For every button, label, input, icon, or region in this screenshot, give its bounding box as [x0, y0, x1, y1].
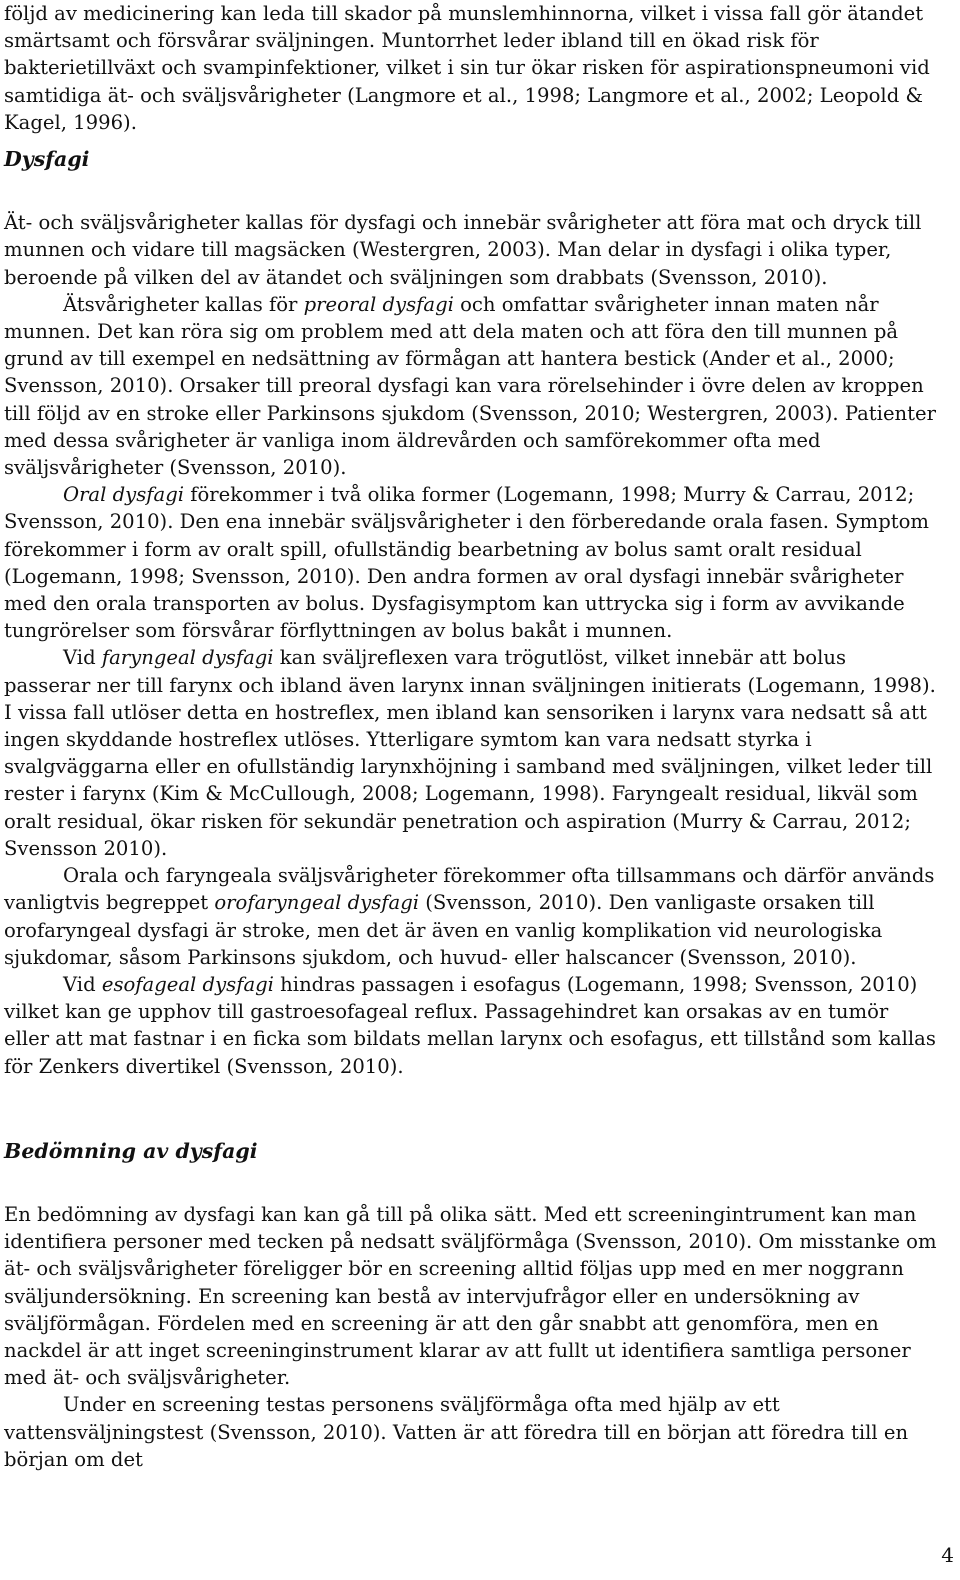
dysfagi-paragraph-4: [4, 644, 938, 862]
dysfagi-p5-pre: Orala och faryngeala sväljsvårigheter förekommer ofta tillsammans och därför används vanligtvis begreppet: [4, 864, 935, 915]
intro-paragraph: följd av medicinering kan leda till skador på munslemhinnorna, vilket i vissa fall gör ätandet smärtsamt och försvårar sväljningen. Muntorrhet leder ibland till en ökad risk för bakterietillväxt och svampinfektioner, vilket i sin tur ökar risken för aspirationspneumoni vid samtidiga ät- och sväljsvårigheter (Langmore et al., 1998; Langmore et al., 2002; Leopold & Kagel, 1996).: [4, 2, 930, 134]
dysfagi-paragraph-1: Ät- och sväljsvårigheter kallas för dysfagi och innebär svårigheter att föra mat och dryck till munnen och vidare till magsäcken (Westergren, 2003). Man delar in dysfagi i olika typer, beroende på vilken del av ätandet och sväljningen som drabbats (Svensson, 2010).: [4, 211, 922, 289]
term-esofageal-dysfagi: esofageal dysfagi: [101, 972, 274, 996]
dysfagi-paragraph-6: [4, 971, 938, 1080]
bedomning-paragraph-1: En bedömning av dysfagi kan kan gå till på olika sätt. Med ett screeningintrument kan man identifiera personer med tecken på nedsatt sväljförmåga (Svensson, 2010). Om misstanke om ät- och sväljsvårigheter föreligger bör en screening alltid följas upp med en mer noggrann sväljundersökning. En screening kan bestå av intervjufrågor eller en undersökning av sväljförmågan. Fördelen med en screening är att den går snabbt att genomföra, men en nackdel är att inget screeninginstrument klarar av att fullt ut identifiera samtliga personer med ät- och sväljsvårigheter.: [4, 1202, 937, 1390]
dysfagi-paragraph-5: [4, 862, 938, 971]
dysfagi-p5-post: (Svensson, 2010). Den vanligaste orsaken till orofaryngeal dysfagi är stroke, men det är även en vanlig komplikation vid neurologiska sjukdomar, såsom Parkinsons sjukdom, och huvud- eller halscancer (Svensson, 2010).: [4, 891, 883, 969]
section-heading-dysfagi: Dysfagi: [4, 147, 90, 172]
term-orofaryngeal-dysfagi: orofaryngeal dysfagi: [214, 891, 420, 915]
term-faryngeal-dysfagi: faryngeal dysfagi: [101, 646, 274, 670]
page-number: 4: [941, 1543, 954, 1567]
dysfagi-p6-pre: Vid: [63, 972, 102, 996]
dysfagi-paragraph-2: [4, 291, 938, 481]
dysfagi-p3-post: förekommer i två olika former (Logemann, 1998; Murry & Carrau, 2012; Svensson, 2010). Den ena innebär sväljsvårigheter i den förberedande orala fasen. Symptom förekommer i form av oralt spill, ofullständig bearbetning av bolus samt oralt residual (Logemann, 1998; Svensson, 2010). Den andra formen av oral dysfagi innebär svårigheter med den orala transporten av bolus. Dysfagisymptom kan uttrycka sig i form av avvikande tungrörelser som försvårar förflyttningen av bolus bakåt i munnen.: [4, 483, 930, 643]
section-heading-bedomning: Bedömning av dysfagi: [4, 1138, 258, 1163]
bedomning-paragraph-2: Under en screening testas personens sväljförmåga ofta med hjälp av ett vattensväljningstest (Svensson, 2010). Vatten är att föredra till en början att föredra till en början om det: [4, 1393, 909, 1471]
dysfagi-p6-post: hindras passagen i esofagus (Logemann, 1998; Svensson, 2010) vilket kan ge upphov till gastroesofageal reflux. Passagehindret kan orsakas av en tumör eller att mat fastnar i en ficka som bildats mellan larynx och esofagus, ett tillstånd som kallas för Zenkers divertikel (Svensson, 2010).: [4, 972, 936, 1078]
document-page: [4, 0, 938, 1473]
dysfagi-p2-post: och omfattar svårigheter innan maten når munnen. Det kan röra sig om problem med att dela maten och att föra den till munnen på grund av till exempel en nedsättning av förmågan att hantera bestick (Ander et al., 2000; Svensson, 2010). Orsaker till preoral dysfagi kan vara rörelsehinder i övre delen av kroppen till följd av en stroke eller Parkinsons sjukdom (Svensson, 2010; Westergren, 2003). Patienter med dessa svårigheter är vanliga inom äldrevården och samförekommer ofta med sväljsvårigheter (Svensson, 2010).: [4, 292, 937, 480]
dysfagi-paragraph-3: [4, 481, 938, 644]
dysfagi-p4-post: kan sväljreflexen vara trögutlöst, vilket innebär att bolus passerar ner till farynx och ibland även larynx innan sväljningen initierats (Logemann, 1998). I vissa fall utlöser detta en hostreflex, men ibland kan sensoriken i larynx vara nedsatt så att ingen skyddande hostreflex utlöses. Ytterligare symtom kan vara nedsatt styrka i svalgväggarna eller en ofullständig larynxhöjning i samband med sväljningen, vilket leder till rester i farynx (Kim & McCullough, 2008; Logemann, 1998). Faryngealt residual, likväl som oralt residual, ökar risken för sekundär penetration och aspiration (Murry & Carrau, 2012; Svensson 2010).: [4, 646, 936, 860]
dysfagi-p2-pre: Ätsvårigheter kallas för: [63, 292, 304, 316]
term-oral-dysfagi: Oral dysfagi: [63, 483, 185, 507]
dysfagi-p4-pre: Vid: [63, 646, 102, 670]
term-preoral-dysfagi: preoral dysfagi: [303, 292, 454, 316]
